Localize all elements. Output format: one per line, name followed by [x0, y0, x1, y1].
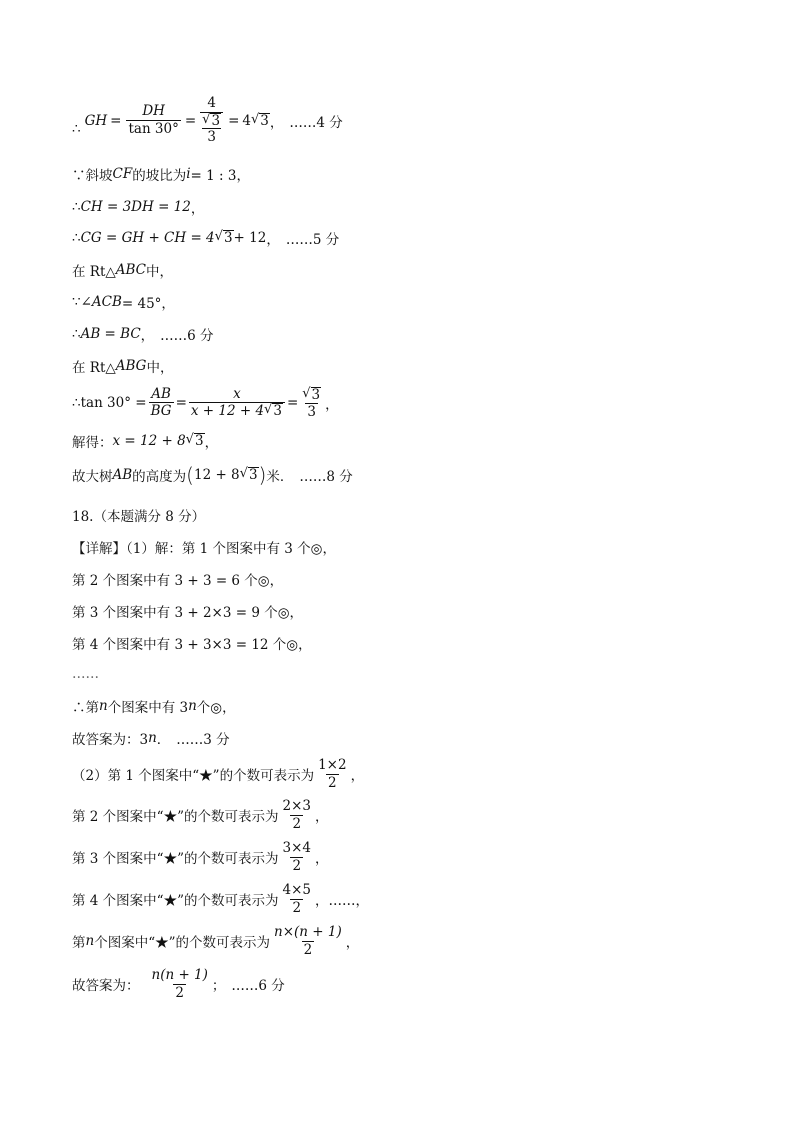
text: 中，: [146, 264, 174, 280]
star-line-1: [72, 758, 364, 791]
sqrt-radicand: 3: [223, 230, 233, 247]
fraction: [280, 841, 313, 874]
text: 在 Rt△: [72, 264, 116, 280]
frac-num: n×(n + 1): [274, 924, 342, 940]
text: 个图案中“★”的个数可表示为: [94, 935, 271, 952]
punct: ，: [190, 201, 205, 217]
detail-line-3: [72, 601, 303, 621]
detail-line-2: [72, 569, 283, 589]
text: 个◎，: [196, 700, 236, 716]
var-n: n: [188, 698, 197, 714]
text: 解得：: [72, 435, 113, 451]
text: 的高度为: [132, 469, 187, 485]
punct: ；: [211, 978, 226, 995]
var-i: i: [186, 166, 191, 182]
sqrt-radicand: 3: [211, 112, 221, 129]
fraction-4-over-sqrt3-over-3: [200, 96, 223, 146]
text: 第 2 个图案中“★”的个数可表示为: [72, 809, 279, 826]
star-line-n: [72, 925, 359, 958]
frac-den: 3: [307, 403, 316, 420]
star-line-2: [72, 799, 328, 832]
punct: ，: [314, 809, 329, 826]
angle-acb: ACB: [91, 294, 122, 310]
detail-line-4: [72, 633, 312, 653]
frac-num: 1×2: [318, 757, 347, 773]
equals-sign: =: [228, 112, 240, 129]
fraction: [272, 925, 344, 958]
score-mark: ……6 分: [231, 978, 285, 995]
star-line-3: [72, 841, 328, 874]
text: 第: [72, 935, 86, 952]
answer-line-1: [72, 728, 230, 748]
expr-ch: CH = 3DH = 12: [80, 199, 191, 215]
frac-den: BG: [150, 403, 172, 420]
detail-line-1: [72, 537, 336, 557]
solution-line-rt-abg: [72, 356, 173, 376]
therefore-symbol: ∴: [72, 326, 81, 342]
sqrt-radicand: 3: [260, 112, 269, 129]
text: ∵斜坡: [72, 168, 113, 184]
ellipsis-line: [72, 666, 99, 682]
frac-den: tan 30°: [128, 120, 179, 137]
fraction: [316, 758, 349, 791]
text: 第 4 个图案中有 3 + 3×3 = 12 个◎，: [72, 637, 312, 653]
question-title: 18.（本题满分 8 分）: [72, 509, 206, 525]
score-mark: ……6 分: [160, 328, 214, 344]
fraction-x-over-expr: [189, 387, 285, 420]
fraction: [280, 799, 313, 832]
score-mark: ……8 分: [299, 469, 353, 485]
text: 第 3 个图案中“★”的个数可表示为: [72, 851, 279, 868]
triangle-abc: ABC: [115, 262, 147, 278]
score-mark: ……4 分: [289, 114, 343, 131]
frac-den: 2: [292, 815, 302, 832]
solution-line-gh: ∴ GH = $\frac{DH}{\tan 30^\circ}$ = 4 √ 3 3 = 4 √ 3 ， ……4 分: [72, 95, 343, 146]
text: ∴第: [72, 700, 99, 716]
punct: ，……，: [314, 893, 369, 910]
score-mark: ……3 分: [176, 732, 230, 748]
text: 故答案为：3: [72, 732, 149, 748]
question-heading: [72, 505, 205, 525]
punct: ，: [325, 397, 339, 414]
fraction-dh-over-tan30: [126, 104, 180, 137]
expr-x: x = 12 + 8: [112, 433, 186, 449]
therefore-symbol: ∴: [72, 120, 81, 137]
solution-line-slope: [72, 164, 250, 184]
fraction-ab-over-bg: [149, 387, 174, 420]
solution-line-solve: 解得： x = 12 + 8 √ 3 ，: [72, 432, 219, 451]
text: 在 Rt△: [72, 360, 116, 376]
sqrt-radicand: 3: [311, 387, 321, 403]
therefore-symbol: ∴: [72, 199, 81, 215]
var-cf: CF: [112, 166, 133, 182]
var-n: n: [148, 730, 157, 746]
frac-den: √ 3 3: [200, 112, 223, 146]
punct: ，: [314, 851, 329, 868]
text: 第 2 个图案中有 3 + 3 = 6 个◎，: [72, 573, 284, 589]
fraction: [150, 968, 210, 1001]
frac-num: x: [233, 385, 241, 402]
solution-line-ch: [72, 197, 204, 217]
solution-line-angle: [72, 292, 175, 312]
sqrt-radicand: 3: [194, 433, 204, 450]
ellipsis: ……: [72, 666, 99, 682]
frac-den: 2: [175, 984, 184, 1001]
sqrt-radicand: 3: [248, 467, 258, 484]
fraction-sqrt3-over-3: √ 3 3: [302, 386, 321, 420]
frac-num: DH: [142, 103, 165, 120]
text: 【详解】（1）解：第 1 个图案中有 3 个◎，: [72, 541, 336, 557]
text: 第 3 个图案中有 3 + 2×3 = 9 个◎，: [72, 605, 303, 621]
text: 米．: [266, 469, 294, 485]
frac-num: 4: [207, 95, 216, 111]
solution-line-cg: ∴ CG = GH + CH = 4 √ 3 + 12 ， ……5 分: [72, 229, 340, 248]
solution-line-rt-abc: [72, 260, 173, 280]
punct: ，: [350, 768, 365, 785]
var-n: n: [85, 933, 95, 950]
text: 第 4 个图案中“★”的个数可表示为: [72, 893, 279, 910]
frac-num: n(n + 1): [151, 967, 208, 983]
text: 故答案为：: [72, 978, 140, 995]
var-ab: AB: [112, 467, 133, 483]
frac-den: 2: [292, 899, 302, 916]
punct: ，: [140, 328, 155, 344]
text: 的坡比为: [132, 168, 187, 184]
expr-rest: + 12: [233, 230, 267, 246]
frac-den: 2: [303, 941, 313, 958]
solution-line-conclusion: 故大树 AB 的高度为 ( 12 + 8 √ 3 ) 米． ……8 分: [72, 463, 353, 487]
var-n: n: [99, 698, 108, 714]
frac-den: x + 12 + 4 √ 3: [189, 402, 285, 419]
punct: ，: [345, 935, 360, 952]
triangle-abg: ABG: [115, 358, 147, 374]
expr-height: 12 + 8: [193, 467, 240, 483]
expr-cg: CG = GH + CH = 4: [80, 230, 215, 246]
frac-den: 2: [292, 857, 302, 874]
score-mark: ……5 分: [285, 232, 340, 248]
text: 中，: [146, 360, 174, 376]
punct: ，: [204, 435, 219, 451]
because-symbol: ∵∠: [72, 294, 92, 310]
text: = 1 : 3，: [190, 168, 250, 184]
detail-line-n: [72, 696, 236, 716]
frac-num: 2×3: [282, 798, 311, 814]
den-text: x + 12 + 4: [190, 403, 265, 420]
frac-num: AB: [151, 385, 171, 402]
equals-sign: =: [175, 395, 187, 412]
angle-value: = 45°，: [121, 296, 175, 312]
fraction: [280, 883, 313, 916]
therefore-symbol: ∴: [72, 230, 81, 246]
star-line-4: [72, 883, 369, 916]
sqrt-radicand: 3: [273, 403, 282, 420]
punct: ，: [269, 114, 284, 131]
text: ．: [156, 732, 171, 748]
solution-line-ab-bc: [72, 324, 214, 344]
tan-expression: ∴tan 30° =: [72, 395, 147, 412]
frac-num: 3×4: [282, 840, 311, 856]
expr-gh: GH: [84, 112, 108, 129]
inner-den: 3: [207, 129, 216, 146]
expr-value: 4: [242, 112, 251, 129]
frac-den: 2: [328, 774, 337, 791]
expr-ab-bc: AB = BC: [80, 326, 141, 342]
text: （2）第 1 个图案中“★”的个数可表示为: [72, 768, 315, 785]
frac-num: 4×5: [282, 882, 311, 898]
text: 故大树: [72, 469, 113, 485]
equals-sign: =: [286, 395, 299, 412]
solution-line-tan30: [72, 386, 339, 420]
punct: ，: [266, 232, 280, 248]
answer-line-2: [72, 968, 285, 1001]
text: 个图案中有 3: [107, 700, 189, 716]
